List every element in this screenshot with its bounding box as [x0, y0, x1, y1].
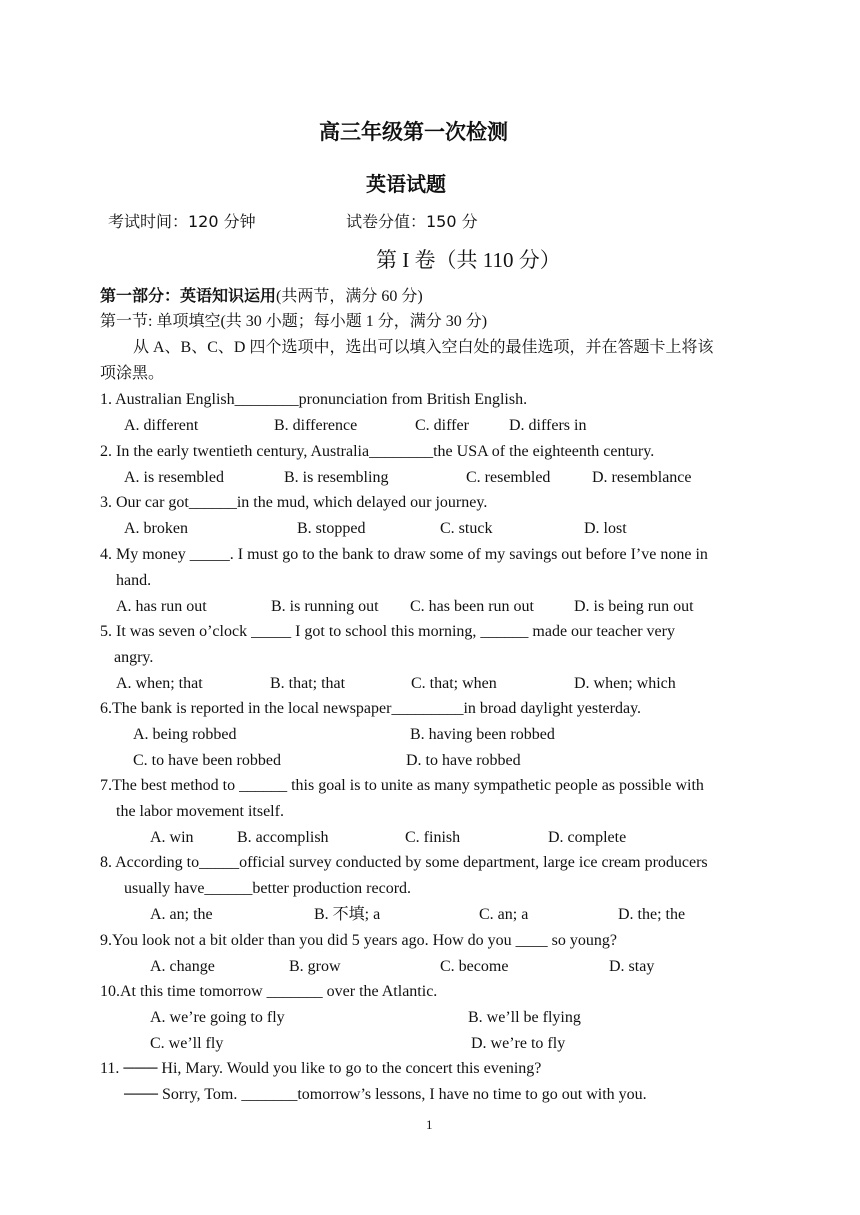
option: A. being robbed [133, 726, 237, 743]
question-stem: 10.At this time tomorrow _______ over the Atlantic. [100, 983, 438, 1000]
exam-score: 试卷分值：150 分 [346, 212, 478, 231]
option: D. differs in [509, 417, 587, 434]
question-stem: 8. According to_____official survey conducted by some department, large ice cream producers [100, 854, 708, 871]
exam-subtitle: 英语试题 [366, 172, 446, 196]
option: A. broken [124, 520, 188, 537]
option: C. stuck [440, 520, 493, 537]
option: C. to have been robbed [133, 752, 281, 769]
option: B. we’ll be flying [468, 1009, 581, 1026]
option: D. complete [548, 829, 627, 846]
option: B. is running out [271, 598, 379, 615]
option: D. lost [584, 520, 627, 537]
option: D. stay [609, 958, 655, 975]
option: C. differ [415, 417, 469, 434]
question-stem-continued: hand. [116, 572, 152, 589]
option: B. stopped [297, 520, 366, 537]
option: C. become [440, 958, 509, 975]
option: B. accomplish [237, 829, 329, 846]
option: A. win [150, 829, 194, 846]
option: A. has run out [116, 598, 207, 615]
option: A. we’re going to fly [150, 1009, 285, 1026]
question-stem-continued: the labor movement itself. [116, 803, 284, 820]
option: C. that; when [411, 675, 497, 692]
option: C. finish [405, 829, 461, 846]
part1-heading-rest: (共两节，满分 60 分) [276, 288, 423, 305]
section1-heading: 第一节: 单项填空(共 30 小题；每小题 1 分，满分 30 分) [100, 313, 488, 330]
question-stem: 3. Our car got______in the mud, which delayed our journey. [100, 494, 488, 511]
part1-heading-bold: 第一部分：英语知识运用 [100, 288, 277, 305]
question-stem: 7.The best method to ______ this goal is to unite as many sympathetic people as possible with [100, 777, 704, 794]
volume-heading: 第 I 卷（共 110 分） [376, 248, 561, 272]
option: D. when; which [574, 675, 676, 692]
option: A. an; the [150, 906, 213, 923]
question-stem-continued: usually have______better production record. [124, 880, 412, 897]
question-stem-continued: angry. [114, 649, 154, 666]
option: A. is resembled [124, 469, 224, 486]
option: B. grow [289, 958, 341, 975]
page-number: 1 [426, 1117, 433, 1132]
option: D. is being run out [574, 598, 694, 615]
option: A. different [124, 417, 199, 434]
option: B. is resembling [284, 469, 389, 486]
option: A. change [150, 958, 215, 975]
part1-heading [100, 286, 423, 308]
option: A. when; that [116, 675, 203, 692]
option: D. resemblance [592, 469, 692, 486]
question-stem: 9.You look not a bit older than you did 5 years ago. How do you ____ so young? [100, 932, 617, 949]
exam-time: 考试时间：120 分钟 [108, 212, 256, 231]
option: B. 不填; a [314, 906, 381, 923]
option: C. has been run out [410, 598, 534, 615]
question-stem: 6.The bank is reported in the local newspaper_________in broad daylight yesterday. [100, 700, 642, 717]
option: D. to have robbed [406, 752, 521, 769]
exam-title: 高三年级第一次检测 [319, 120, 508, 144]
option: D. the; the [618, 906, 686, 923]
option: B. having been robbed [410, 726, 555, 743]
question-stem-continued: ─── Sorry, Tom. _______tomorrow’s lessons, I have no time to go out with you. [124, 1086, 647, 1103]
question-stem: 5. It was seven o’clock _____ I got to school this morning, ______ made our teacher very [100, 623, 675, 640]
option: C. an; a [479, 906, 529, 923]
option: B. difference [274, 417, 358, 434]
option: B. that; that [270, 675, 346, 692]
question-stem: 2. In the early twentieth century, Australia________the USA of the eighteenth century. [100, 443, 655, 460]
option: C. resembled [466, 469, 551, 486]
instruction-line-1: 从 A、B、C、D 四个选项中，选出可以填入空白处的最佳选项，并在答题卡上将该 [133, 339, 714, 356]
question-stem: 1. Australian English________pronunciation from British English. [100, 391, 528, 408]
question-stem: 4. My money _____. I must go to the bank to draw some of my savings out before I’ve none in [100, 546, 708, 563]
option: D. we’re to fly [471, 1035, 566, 1052]
instruction-line-2: 项涂黑。 [100, 365, 165, 382]
question-stem: 11. ─── Hi, Mary. Would you like to go to the concert this evening? [100, 1060, 542, 1077]
option: C. we’ll fly [150, 1035, 224, 1052]
